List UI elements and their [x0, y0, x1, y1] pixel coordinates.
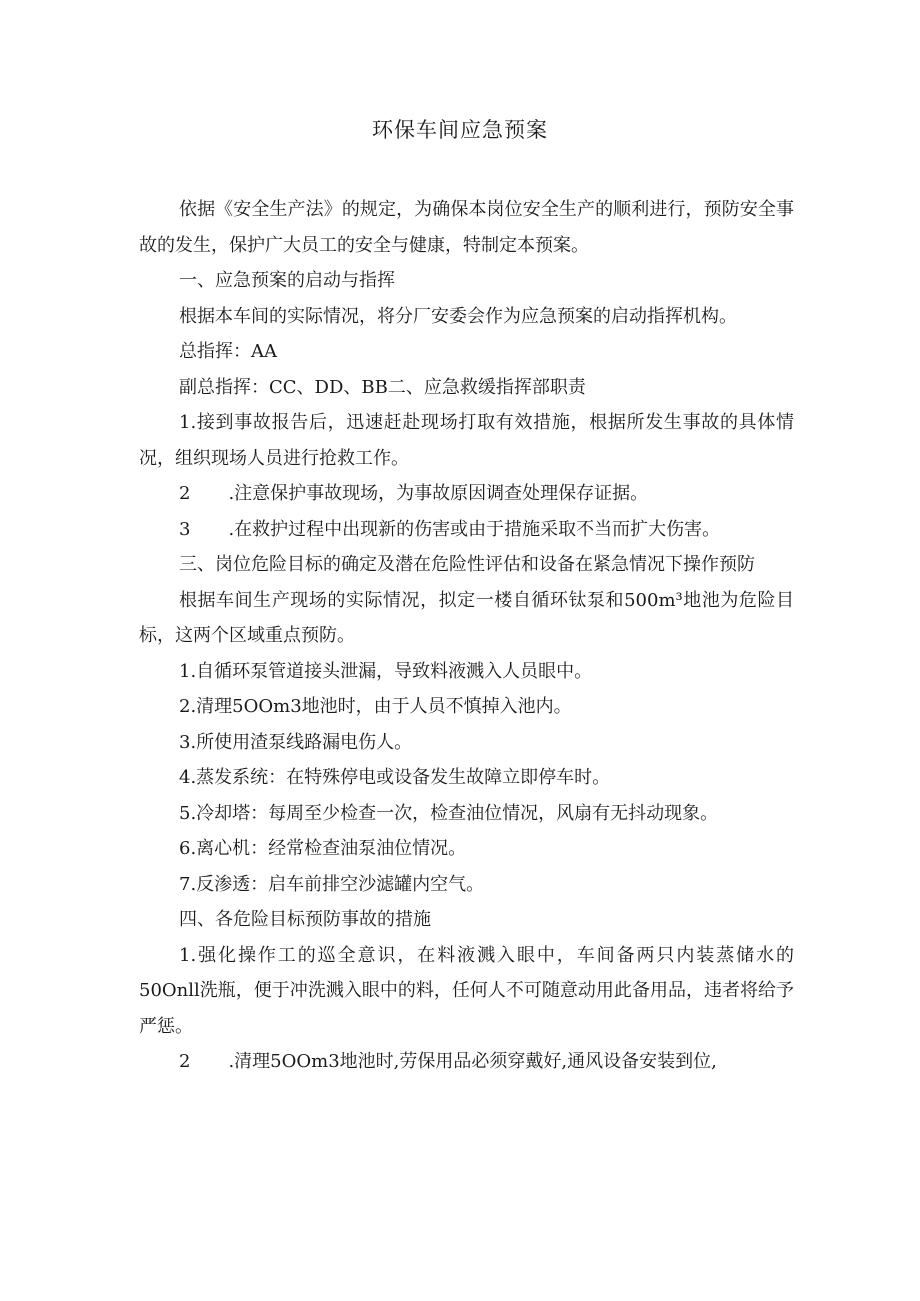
section-heading-1: 一、应急预案的启动与指挥: [179, 270, 395, 291]
list-item-text: .在救护过程中出现新的伤害或由于措施采取不当而扩大伤害。: [228, 518, 721, 540]
list-item: 6.离心机：经常检查油泵油位情况。: [179, 838, 467, 859]
list-item: [139, 476, 794, 512]
list-item: [139, 1044, 794, 1080]
paragraph: 根据车间生产现场的实际情况，拟定一楼自循环钛泵和500m³地池为危险目标，这两个区域重点预防。: [139, 589, 794, 646]
section-heading-3: 三、岗位危险目标的确定及潜在危险性评估和设备在紧急情况下操作预防: [179, 554, 755, 575]
paragraph-intro: 依据《安全生产法》的规定，为确保本岗位安全生产的顺利进行，预防安全事故的发生，保护广大员工的安全与健康，特制定本预案。: [139, 199, 794, 256]
section-heading-4: 四、各危险目标预防事故的措施: [179, 909, 431, 930]
list-item: 4.蒸发系统：在特殊停电或设备发生故障立即停车时。: [179, 767, 611, 788]
list-item-number: 3: [179, 518, 191, 540]
list-item: 1.接到事故报告后，迅速赶赴现场打取有效措施，根据所发生事故的具体情况，组织现场人员进行抢救工作。: [139, 412, 794, 469]
list-item: 3.所使用渣泵线路漏电伤人。: [179, 731, 413, 753]
list-item: 5.冷却塔：每周至少检查一次，检查油位情况，风扇有无抖动现象。: [179, 802, 719, 824]
list-item: [139, 512, 794, 548]
document-body: [139, 192, 794, 1080]
paragraph: 根据本车间的实际情况，将分厂安委会作为应急预案的启动指挥机构。: [179, 305, 737, 327]
list-item-text: .清理5OOm3地池时,劳保用品必须穿戴好,通风设备安装到位,: [228, 1051, 717, 1072]
paragraph-chief-commander: 总指挥：AA: [179, 341, 277, 362]
paragraph-deputy-commander: 副总指挥：CC、DD、BB二、应急救缓指挥部职责: [179, 376, 586, 398]
list-item: 1.自循环泵管道接头泄漏，导致料液溅入人员眼中。: [179, 660, 593, 682]
list-item-text: .注意保护事故现场，为事故原因调查处理保存证据。: [228, 483, 649, 504]
list-item-number: 2: [179, 483, 191, 504]
document-title: 环保车间应急预案: [372, 118, 548, 142]
list-item-number: 2: [179, 1051, 191, 1072]
list-item: 1.强化操作工的巡全意识，在料液溅入眼中，车间备两只内装蒸储水的50Onll洗瓶，便于冲洗溅入眼中的料，任何人不可随意动用此备用品，违者将给予严惩。: [139, 944, 794, 1037]
list-item: 2.清理5OOm3地池时，由于人员不慎掉入池内。: [179, 696, 572, 717]
list-item: 7.反渗透：启车前排空沙滤罐内空气。: [179, 873, 485, 895]
